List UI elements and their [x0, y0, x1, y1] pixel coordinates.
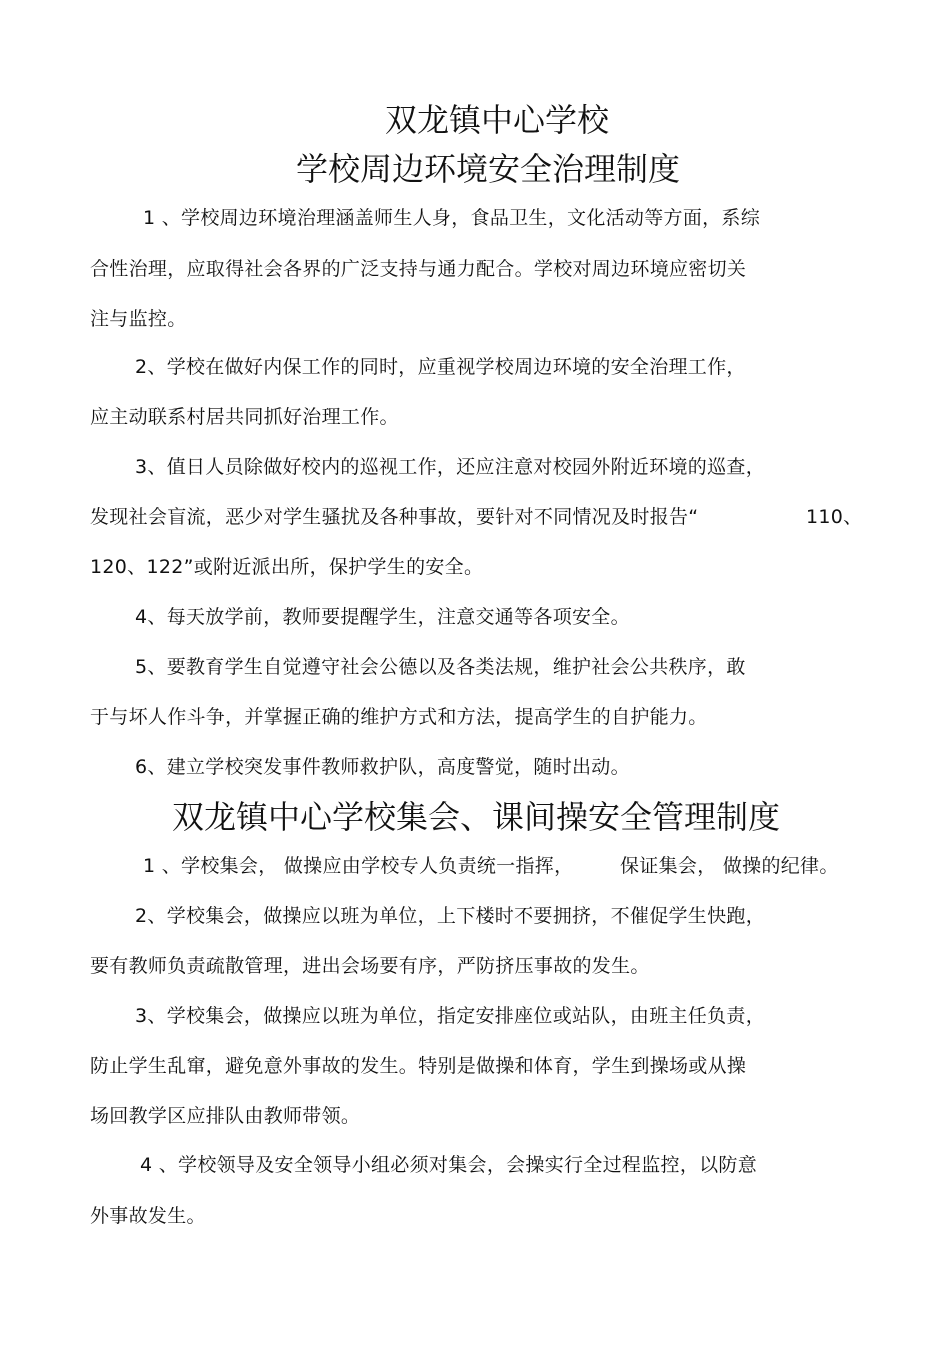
s2-item-3-line-1: 3、学校集会，做操应以班为单位，指定安排座位或站队，由班主任负责， — [135, 1005, 765, 1027]
s2-item-2-line-1: 2、学校集会，做操应以班为单位，上下楼时不要拥挤，不催促学生快跑， — [135, 905, 765, 927]
section-1-title: 学校周边环境安全治理制度 — [296, 150, 681, 188]
s1-item-1-line-1: 1 、学校周边环境治理涵盖师生人身，食品卫生，文化活动等方面，系综 — [143, 207, 761, 229]
s1-item-2-line-2: 应主动联系村居共同抓好治理工作。 — [90, 406, 399, 428]
s1-item-3-line-2: 发现社会盲流，恶少对学生骚扰及各种事故，要针对不同情况及时报告“ — [90, 506, 699, 528]
s1-item-3-line-2-tail: 110、 — [806, 506, 863, 528]
school-name-title: 双龙镇中心学校 — [385, 101, 610, 139]
s1-item-3-line-3: 120、122”或附近派出所，保护学生的安全。 — [90, 556, 484, 578]
s2-item-2-line-2: 要有教师负责疏散管理，进出会场要有序，严防挤压事故的发生。 — [90, 955, 650, 977]
s1-item-5-line-1: 5、要教育学生自觉遵守社会公德以及各类法规，维护社会公共秩序，敢 — [135, 656, 746, 678]
s2-item-1-line-1-tail: 保证集会， 做操的纪律。 — [620, 855, 839, 877]
s2-item-4-line-1: 4 、学校领导及安全领导小组必须对集会，会操实行全过程监控，以防意 — [140, 1154, 758, 1176]
s2-item-1-line-1: 1 、学校集会， 做操应由学校专人负责统一指挥， — [143, 855, 574, 877]
s2-item-4-line-2: 外事故发生。 — [90, 1205, 206, 1227]
s1-item-1-line-3: 注与监控。 — [90, 308, 187, 330]
s1-item-4-line-1: 4、每天放学前，教师要提醒学生，注意交通等各项安全。 — [135, 606, 630, 628]
s1-item-1-line-2: 合性治理，应取得社会各界的广泛支持与通力配合。学校对周边环境应密切关 — [90, 258, 747, 280]
s1-item-6-line-1: 6、建立学校突发事件教师救护队，高度警觉，随时出动。 — [135, 756, 630, 778]
s1-item-5-line-2: 于与坏人作斗争，并掌握正确的维护方式和方法，提高学生的自护能力。 — [90, 706, 708, 728]
s1-item-2-line-1: 2、学校在做好内保工作的同时，应重视学校周边环境的安全治理工作， — [135, 356, 746, 378]
section-2-title: 双龙镇中心学校集会、课间操安全管理制度 — [172, 798, 781, 836]
s1-item-3-line-1: 3、值日人员除做好校内的巡视工作，还应注意对校园外附近环境的巡查， — [135, 456, 765, 478]
s2-item-3-line-3: 场回教学区应排队由教师带领。 — [90, 1105, 361, 1127]
s2-item-3-line-2: 防止学生乱窜，避免意外事故的发生。特别是做操和体育，学生到操场或从操 — [90, 1055, 747, 1077]
